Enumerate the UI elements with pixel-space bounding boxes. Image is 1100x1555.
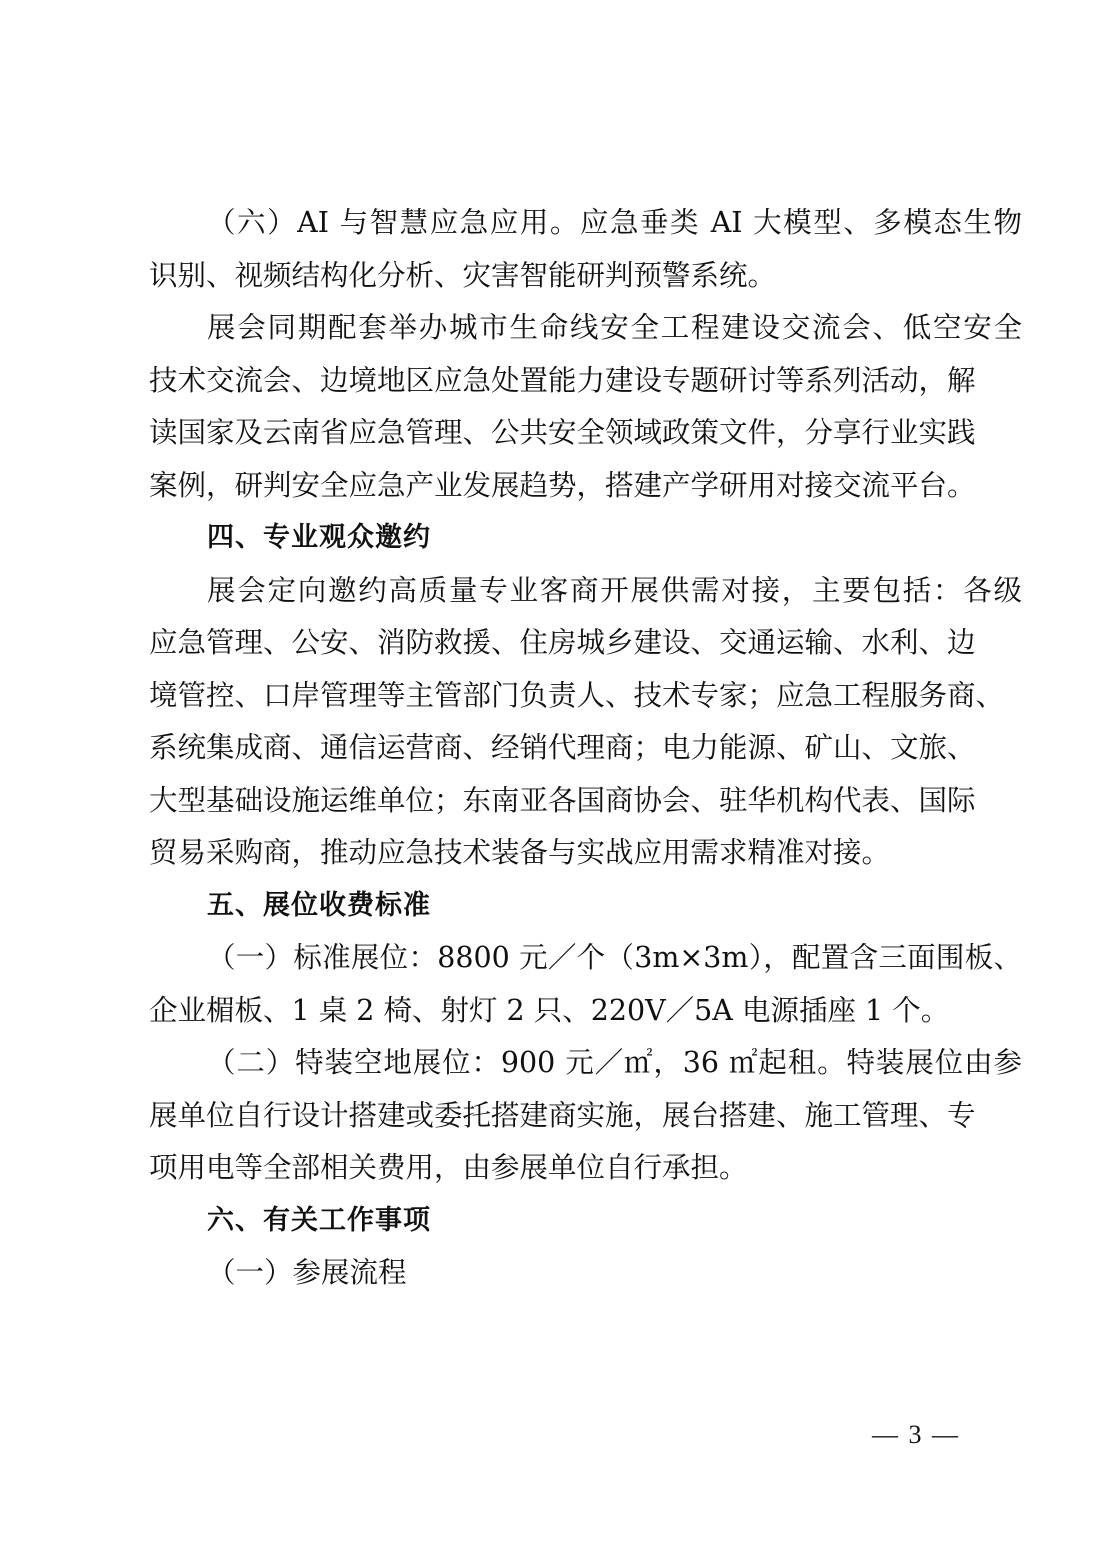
paragraph-ai-application-line-1: （六）AI 与智慧应急应用。应急垂类 AI 大模型、多模态生物 <box>207 206 1022 239</box>
paragraph-visitors-line-4: 系统集成商、通信运营商、经销代理商；电力能源、矿山、文旅、 <box>149 731 976 764</box>
paragraph-concurrent-events-line-4: 案例，研判安全应急产业发展趋势，搭建产学研用对接交流平台。 <box>149 468 976 502</box>
section-heading-booth-fees: 五、展位收费标准 <box>207 889 431 921</box>
paragraph-visitors-line-5: 大型基础设施运维单位；东南亚各国商协会、驻华机构代表、国际 <box>149 783 976 817</box>
paragraph-standard-booth-line-2: 企业楣板、1 桌 2 椅、射灯 2 只、220V／5A 电源插座 1 个。 <box>149 993 950 1027</box>
page-number: — 3 — <box>872 1420 960 1449</box>
paragraph-visitors-line-1: 展会定向邀约高质量专业客商开展供需对接，主要包括：各级 <box>207 573 1022 607</box>
section-heading-professional-visitors: 四、专业观众邀约 <box>207 522 431 553</box>
paragraph-standard-booth-line-1: （一）标准展位：8800 元／个（3m×3m），配置含三面围板、 <box>207 941 1022 974</box>
paragraph-special-booth-line-1: （二）特装空地展位：900 元／㎡，36 ㎡起租。特装展位由参 <box>207 1046 1022 1079</box>
document-body <box>149 197 1022 1300</box>
paragraph-concurrent-events-line-3: 读国家及云南省应急管理、公共安全领域政策文件，分享行业实践 <box>149 416 976 449</box>
paragraph-special-booth-line-3: 项用电等全部相关费用，由参展单位自行承担。 <box>149 1151 748 1184</box>
paragraph-visitors-line-2: 应急管理、公安、消防救援、住房城乡建设、交通运输、水利、边 <box>149 626 976 659</box>
paragraph-visitors-line-6: 贸易采购商，推动应急技术装备与实战应用需求精准对接。 <box>149 836 891 869</box>
subheading-exhibition-process: （一）参展流程 <box>207 1256 407 1289</box>
paragraph-visitors-line-3: 境管控、口岸管理等主管部门负责人、技术专家；应急工程服务商、 <box>149 678 1005 712</box>
section-heading-work-matters: 六、有关工作事项 <box>207 1204 431 1236</box>
paragraph-concurrent-events-line-1: 展会同期配套举办城市生命线安全工程建设交流会、低空安全 <box>207 311 1022 344</box>
paragraph-special-booth-line-2: 展单位自行设计搭建或委托搭建商实施，展台搭建、施工管理、专 <box>149 1098 976 1132</box>
paragraph-ai-application-line-2: 识别、视频结构化分析、灾害智能研判预警系统。 <box>149 258 777 292</box>
paragraph-concurrent-events-line-2: 技术交流会、边境地区应急处置能力建设专题研讨等系列活动，解 <box>149 363 976 397</box>
